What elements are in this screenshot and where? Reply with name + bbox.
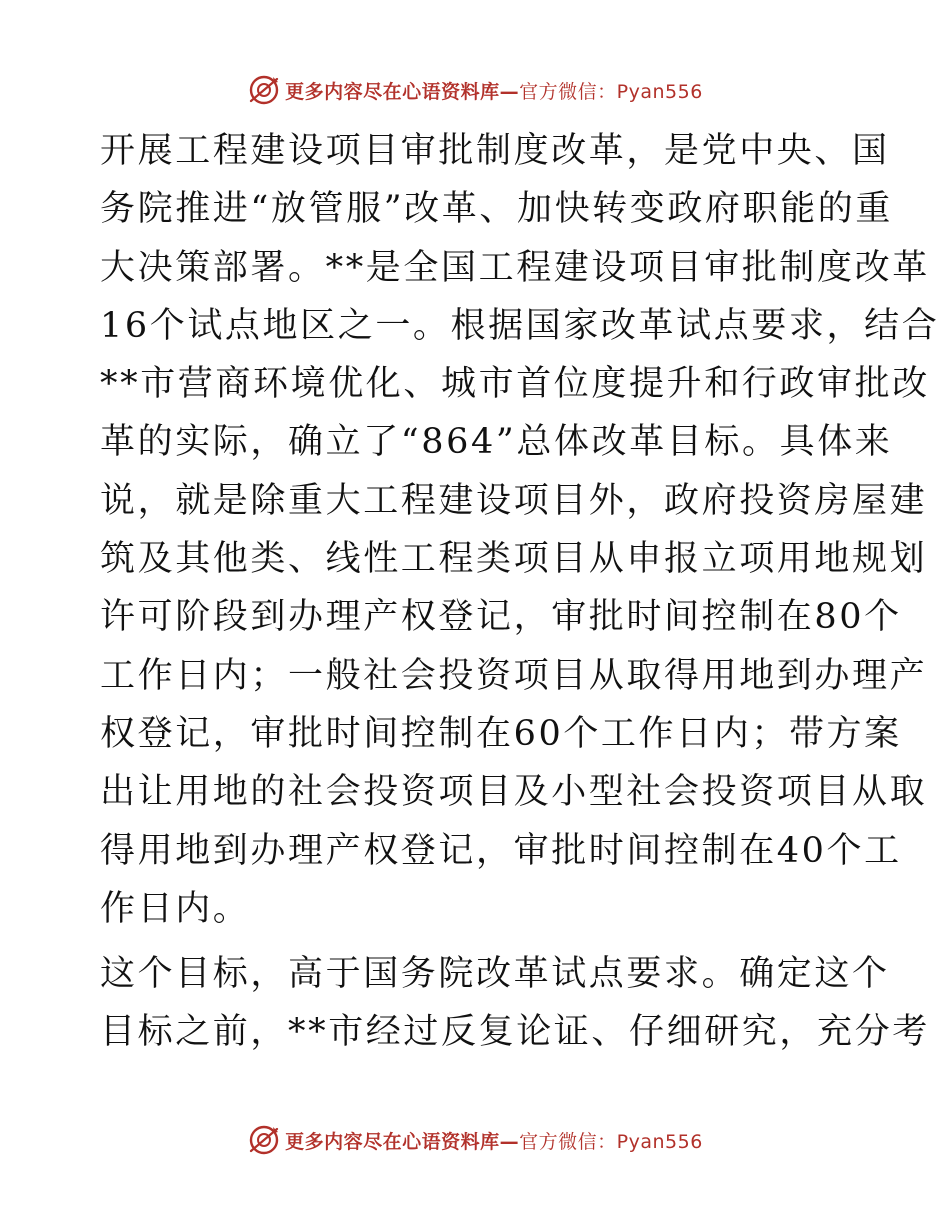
text-line: 革的实际，确立了“864”总体改革目标。具体来 bbox=[100, 422, 893, 463]
footer-wechat: 官方微信：Pyan556 bbox=[519, 1130, 703, 1153]
header-brand: 更多内容尽在心语资料库— bbox=[285, 80, 520, 103]
text-line: 作日内。 bbox=[100, 888, 251, 929]
text-line: 目标之前，**市经过反复论证、仔细研究，充分考 bbox=[100, 1012, 930, 1053]
text-line: **市营商环境优化、城市首位度提升和行政审批改 bbox=[100, 364, 930, 405]
header-wechat: 官方微信：Pyan556 bbox=[519, 80, 703, 103]
paragraph-2 bbox=[100, 945, 930, 1062]
text-line: 筑及其他类、线性工程类项目从申报立项用地规划 bbox=[100, 539, 928, 580]
text-line: 权登记，审批时间控制在60个工作日内；带方案 bbox=[100, 713, 902, 754]
header-banner-text bbox=[285, 77, 703, 104]
text-line: 大决策部署。**是全国工程建设项目审批制度改革 bbox=[100, 247, 930, 288]
text-line: 许可阶段到办理产权登记，审批时间控制在80个 bbox=[100, 597, 902, 638]
logo-icon bbox=[247, 1123, 281, 1157]
text-line: 得用地到办理产权登记，审批时间控制在40个工 bbox=[100, 830, 902, 871]
footer-brand: 更多内容尽在心语资料库— bbox=[285, 1130, 520, 1153]
footer-banner bbox=[0, 1120, 950, 1160]
text-line: 出让用地的社会投资项目及小型社会投资项目从取 bbox=[100, 772, 928, 813]
text-line: 这个目标，高于国务院改革试点要求。确定这个 bbox=[100, 954, 890, 995]
text-line: 务院推进“放管服”改革、加快转变政府职能的重 bbox=[100, 189, 893, 230]
paragraph-1 bbox=[100, 122, 940, 938]
header-banner bbox=[0, 70, 950, 110]
footer-banner-text bbox=[285, 1127, 703, 1154]
text-line: 说，就是除重大工程建设项目外，政府投资房屋建 bbox=[100, 480, 928, 521]
text-line: 16个试点地区之一。根据国家改革试点要求，结合 bbox=[100, 305, 940, 346]
text-line: 开展工程建设项目审批制度改革，是党中央、国 bbox=[100, 131, 890, 171]
logo-icon bbox=[247, 73, 281, 107]
text-line: 工作日内；一般社会投资项目从取得用地到办理产 bbox=[100, 655, 928, 696]
document-body bbox=[100, 122, 940, 1062]
